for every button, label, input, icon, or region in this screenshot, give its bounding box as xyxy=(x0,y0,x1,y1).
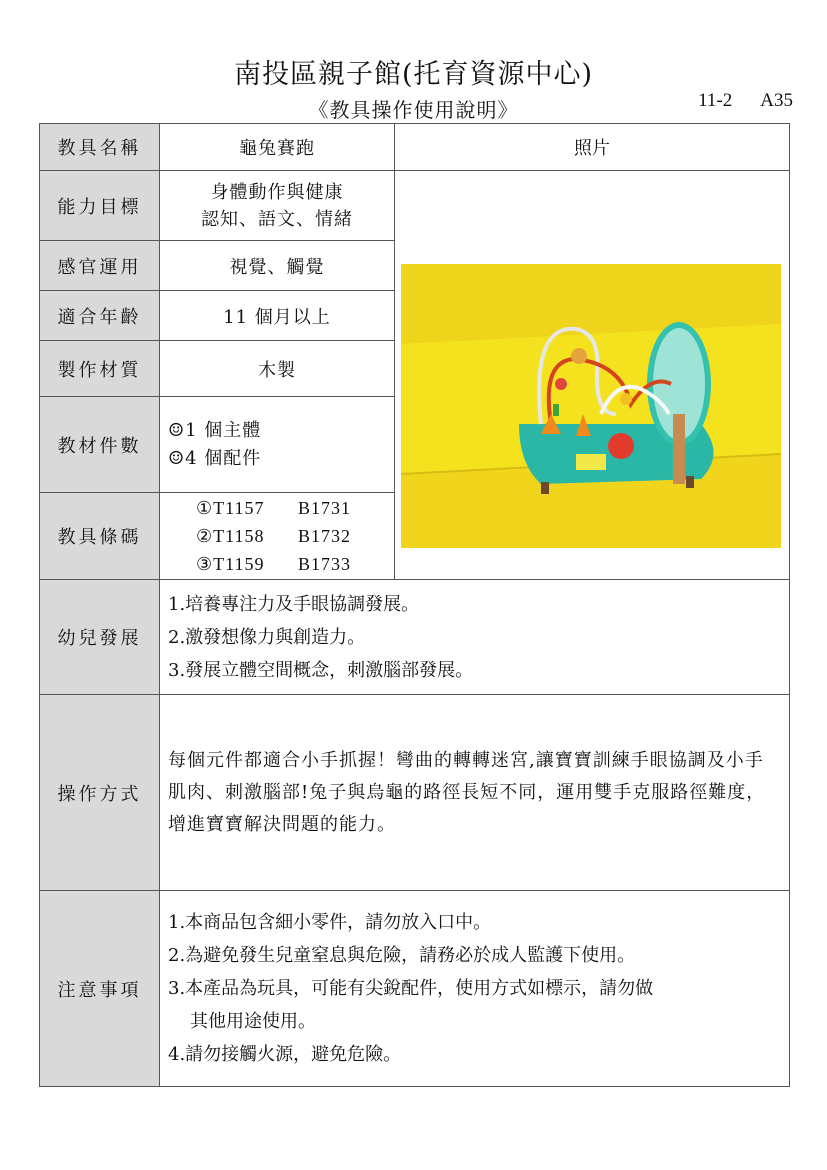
barcode-row xyxy=(160,522,394,550)
toy-photo xyxy=(401,264,781,548)
note-line: 2.為避免發生兒童窒息與危險，請務必於成人監護下使用。 xyxy=(168,945,636,966)
ability-line-1: 身體動作與健康 xyxy=(210,181,344,203)
sense-label: 感官運用 xyxy=(40,241,160,291)
ability-line-2: 認知、語文、情緒 xyxy=(201,208,353,230)
parts-value xyxy=(160,397,395,493)
barcode-t: ③T1159 xyxy=(196,554,265,574)
barcode-row xyxy=(160,550,394,578)
barcode-row xyxy=(160,494,394,522)
dev-label: 幼兒發展 xyxy=(40,580,160,695)
ability-value xyxy=(160,171,395,241)
note-line: 4.請勿接觸火源，避免危險。 xyxy=(168,1044,402,1065)
barcode-t: ①T1157 xyxy=(196,498,265,518)
photo-label: 照片 xyxy=(395,124,790,171)
op-label: 操作方式 xyxy=(40,695,160,891)
sense-value: 視覺、觸覺 xyxy=(160,241,395,291)
dev-content xyxy=(160,580,790,695)
barcode-b: B1732 xyxy=(298,526,352,546)
note-line: 1.本商品包含細小零件，請勿放入口中。 xyxy=(168,912,492,933)
barcode-value xyxy=(160,493,395,580)
dev-line: 1.培養專注力及手眼協調發展。 xyxy=(168,593,420,615)
material-value: 木製 xyxy=(160,341,395,397)
name-label: 教具名稱 xyxy=(40,124,160,171)
parts-line-1: ☺1 個主體 xyxy=(168,419,262,441)
material-label: 製作材質 xyxy=(40,341,160,397)
parts-line-2: ☺4 個配件 xyxy=(168,447,262,469)
page-subtitle: 《教具操作使用說明》 xyxy=(308,98,519,122)
ability-label: 能力目標 xyxy=(40,171,160,241)
document-code xyxy=(670,90,793,112)
name-value: 龜兔賽跑 xyxy=(160,124,395,171)
parts-label: 教材件數 xyxy=(40,397,160,493)
dev-line: 2.激發想像力與創造力。 xyxy=(168,626,366,648)
note-line: 其他用途使用。 xyxy=(190,1011,316,1032)
age-label: 適合年齡 xyxy=(40,291,160,341)
op-content: 每個元件都適合小手抓握！彎曲的轉轉迷宮,讓寶寶訓練手眼協調及小手肌肉、刺激腦部!兔子與烏龜的路徑長短不同，運用雙手克服路徑難度，增進寶寶解決問題的能力。 xyxy=(160,695,790,891)
barcode-b: B1731 xyxy=(298,498,352,518)
barcode-b: B1733 xyxy=(298,554,352,574)
dev-line: 3.發展立體空間概念，刺激腦部發展。 xyxy=(168,659,474,681)
code-left: 11-2 xyxy=(698,90,733,111)
barcode-t: ②T1158 xyxy=(196,526,265,546)
toy-photo-illustration xyxy=(401,264,781,548)
page-title: 南投區親子館(托育資源中心) xyxy=(233,59,594,90)
barcode-label: 教具條碼 xyxy=(40,493,160,580)
age-value: 11 個月以上 xyxy=(160,291,395,341)
photo-cell xyxy=(395,171,790,580)
note-line: 3.本產品為玩具，可能有尖銳配件，使用方式如標示，請勿做 xyxy=(168,978,654,999)
code-right: A35 xyxy=(760,90,793,111)
note-content xyxy=(160,891,790,1087)
note-label: 注意事項 xyxy=(40,891,160,1087)
instruction-table xyxy=(39,123,790,1087)
